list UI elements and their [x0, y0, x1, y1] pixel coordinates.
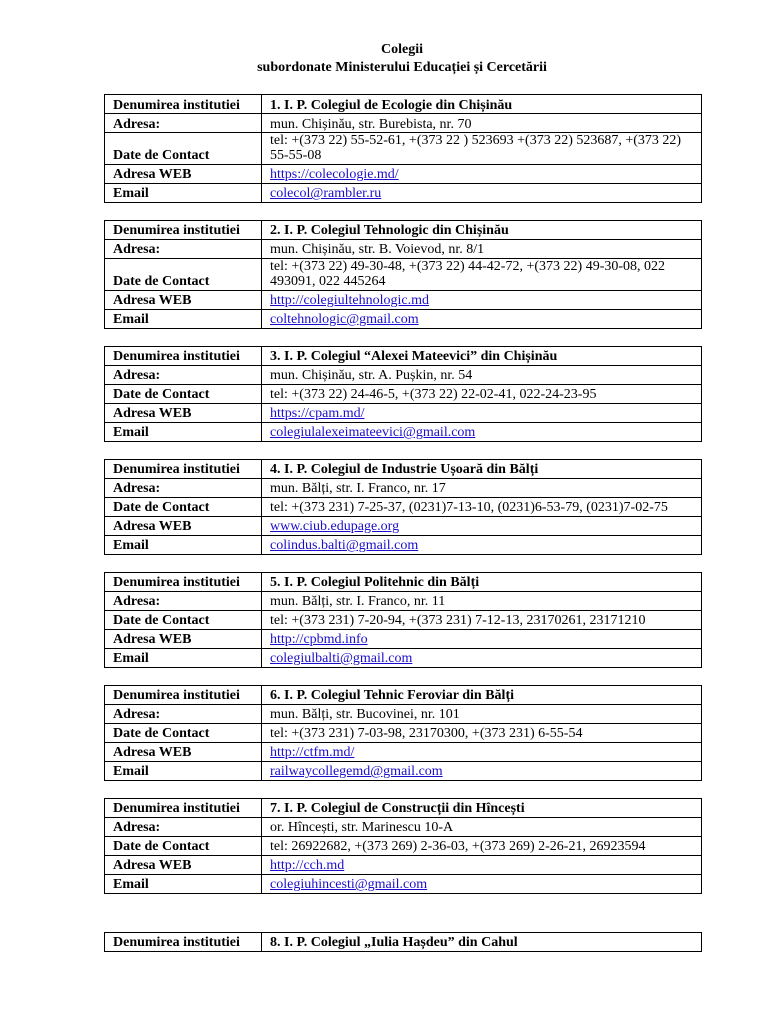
email-label: Email	[105, 309, 262, 328]
table-row	[105, 459, 702, 478]
table-row	[105, 497, 702, 516]
institution-name: 1. I. P. Colegiul de Ecologie din Chișinău	[262, 95, 702, 114]
web-label: Adresa WEB	[105, 290, 262, 309]
institution-name: 5. I. P. Colegiul Politehnic din Bălți	[262, 572, 702, 591]
name-label: Denumirea institutiei	[105, 932, 262, 951]
document-title: Colegii	[381, 42, 423, 57]
table-row	[105, 610, 702, 629]
table-row	[105, 258, 702, 290]
web-link[interactable]: http://cch.md	[270, 858, 345, 874]
table-row	[105, 742, 702, 761]
address-label: Adresa:	[105, 114, 262, 133]
institution-table	[104, 94, 702, 203]
web-label: Adresa WEB	[105, 855, 262, 874]
institutions-list	[104, 94, 700, 952]
institution-table	[104, 572, 702, 668]
table-row	[105, 114, 702, 133]
institution-table	[104, 685, 702, 781]
contact-label: Date de Contact	[105, 836, 262, 855]
table-row	[105, 309, 702, 328]
email-link[interactable]: colindus.balti@gmail.com	[270, 538, 419, 554]
table-row	[105, 220, 702, 239]
table-row	[105, 572, 702, 591]
table-row	[105, 761, 702, 780]
table-row	[105, 648, 702, 667]
institution-name: 7. I. P. Colegiul de Construcții din Hîncești	[262, 798, 702, 817]
table-row	[105, 290, 702, 309]
table-spacer	[104, 555, 700, 572]
institution-table	[104, 346, 702, 442]
contact-label: Date de Contact	[105, 258, 262, 290]
name-label: Denumirea institutiei	[105, 220, 262, 239]
contact-label: Date de Contact	[105, 133, 262, 165]
address-label: Adresa:	[105, 817, 262, 836]
email-link[interactable]: colegiulbalti@gmail.com	[270, 651, 413, 667]
institution-contact: tel: 26922682, +(373 269) 2-36-03, +(373 269) 2-26-21, 26923594	[262, 836, 702, 855]
table-row	[105, 836, 702, 855]
table-row	[105, 239, 702, 258]
table-row	[105, 855, 702, 874]
table-row	[105, 478, 702, 497]
institution-address: or. Hîncești, str. Marinescu 10-A	[262, 817, 702, 836]
email-link[interactable]: railwaycollegemd@gmail.com	[270, 764, 443, 780]
institution-table	[104, 932, 702, 952]
institution-table	[104, 220, 702, 329]
table-row	[105, 798, 702, 817]
table-row	[105, 685, 702, 704]
institution-name: 8. I. P. Colegiul „Iulia Hașdeu” din Cahul	[262, 932, 702, 951]
institution-address: mun. Chișinău, str. A. Pușkin, nr. 54	[262, 365, 702, 384]
table-row	[105, 133, 702, 165]
name-label: Denumirea institutiei	[105, 798, 262, 817]
email-label: Email	[105, 648, 262, 667]
email-link[interactable]: coltehnologic@gmail.com	[270, 312, 419, 328]
table-row	[105, 183, 702, 202]
table-row	[105, 704, 702, 723]
institution-address: mun. Bălți, str. Bucovinei, nr. 101	[262, 704, 702, 723]
web-label: Adresa WEB	[105, 742, 262, 761]
web-link[interactable]: www.ciub.edupage.org	[270, 519, 400, 535]
contact-label: Date de Contact	[105, 497, 262, 516]
table-spacer	[104, 329, 700, 346]
name-label: Denumirea institutiei	[105, 459, 262, 478]
table-row	[105, 591, 702, 610]
table-spacer	[104, 668, 700, 685]
table-spacer	[104, 442, 700, 459]
table-row	[105, 516, 702, 535]
email-label: Email	[105, 535, 262, 554]
email-label: Email	[105, 874, 262, 893]
address-label: Adresa:	[105, 591, 262, 610]
document-subtitle: subordonate Ministerului Educației și Cercetării	[257, 60, 547, 75]
web-link[interactable]: https://colecologie.md/	[270, 167, 399, 183]
web-link[interactable]: http://ctfm.md/	[270, 745, 355, 761]
table-row	[105, 817, 702, 836]
table-row	[105, 629, 702, 648]
table-row	[105, 874, 702, 893]
address-label: Adresa:	[105, 704, 262, 723]
web-label: Adresa WEB	[105, 629, 262, 648]
table-row	[105, 932, 702, 951]
email-label: Email	[105, 183, 262, 202]
table-row	[105, 95, 702, 114]
table-spacer	[104, 203, 700, 220]
web-link[interactable]: http://colegiultehnologic.md	[270, 293, 430, 309]
institution-name: 2. I. P. Colegiul Tehnologic din Chișinău	[262, 220, 702, 239]
name-label: Denumirea institutiei	[105, 95, 262, 114]
contact-label: Date de Contact	[105, 610, 262, 629]
table-row	[105, 384, 702, 403]
institution-contact: tel: +(373 22) 49-30-48, +(373 22) 44-42-72, +(373 22) 49-30-08, 022 493091, 022 445264	[262, 258, 702, 290]
institution-table	[104, 798, 702, 894]
institution-contact: tel: +(373 22) 55-52-61, +(373 22 ) 523693 +(373 22) 523687, +(373 22) 55-55-08	[262, 133, 702, 165]
web-label: Adresa WEB	[105, 164, 262, 183]
email-label: Email	[105, 761, 262, 780]
institution-contact: tel: +(373 231) 7-25-37, (0231)7-13-10, (0231)6-53-79, (0231)7-02-75	[262, 497, 702, 516]
institution-name: 3. I. P. Colegiul “Alexei Mateevici” din Chișinău	[262, 346, 702, 365]
address-label: Adresa:	[105, 239, 262, 258]
institution-table	[104, 459, 702, 555]
table-row	[105, 403, 702, 422]
institution-contact: tel: +(373 231) 7-20-94, +(373 231) 7-12-13, 23170261, 23171210	[262, 610, 702, 629]
address-label: Adresa:	[105, 365, 262, 384]
name-label: Denumirea institutiei	[105, 685, 262, 704]
table-row	[105, 365, 702, 384]
institution-address: mun. Chișinău, str. Burebista, nr. 70	[262, 114, 702, 133]
institution-name: 4. I. P. Colegiul de Industrie Ușoară din Bălți	[262, 459, 702, 478]
email-link[interactable]: colegiulalexeimateevici@gmail.com	[270, 425, 476, 441]
institution-address: mun. Bălți, str. I. Franco, nr. 11	[262, 591, 702, 610]
address-label: Adresa:	[105, 478, 262, 497]
institution-contact: tel: +(373 231) 7-03-98, 23170300, +(373 231) 6-55-54	[262, 723, 702, 742]
institution-address: mun. Chișinău, str. B. Voievod, nr. 8/1	[262, 239, 702, 258]
web-label: Adresa WEB	[105, 516, 262, 535]
name-label: Denumirea institutiei	[105, 346, 262, 365]
table-row	[105, 422, 702, 441]
table-spacer	[104, 781, 700, 798]
institution-name: 6. I. P. Colegiul Tehnic Feroviar din Bălți	[262, 685, 702, 704]
institution-contact: tel: +(373 22) 24-46-5, +(373 22) 22-02-41, 022-24-23-95	[262, 384, 702, 403]
table-row	[105, 535, 702, 554]
email-link[interactable]: colegiuhincesti@gmail.com	[270, 877, 428, 893]
contact-label: Date de Contact	[105, 384, 262, 403]
web-link[interactable]: http://cpbmd.info	[270, 632, 368, 648]
table-row	[105, 164, 702, 183]
table-row	[105, 346, 702, 365]
table-spacer	[104, 894, 700, 932]
institution-address: mun. Bălți, str. I. Franco, nr. 17	[262, 478, 702, 497]
contact-label: Date de Contact	[105, 723, 262, 742]
web-label: Adresa WEB	[105, 403, 262, 422]
web-link[interactable]: https://cpam.md/	[270, 406, 365, 422]
table-row	[105, 723, 702, 742]
name-label: Denumirea institutiei	[105, 572, 262, 591]
email-label: Email	[105, 422, 262, 441]
email-link[interactable]: colecol@rambler.ru	[270, 186, 382, 202]
